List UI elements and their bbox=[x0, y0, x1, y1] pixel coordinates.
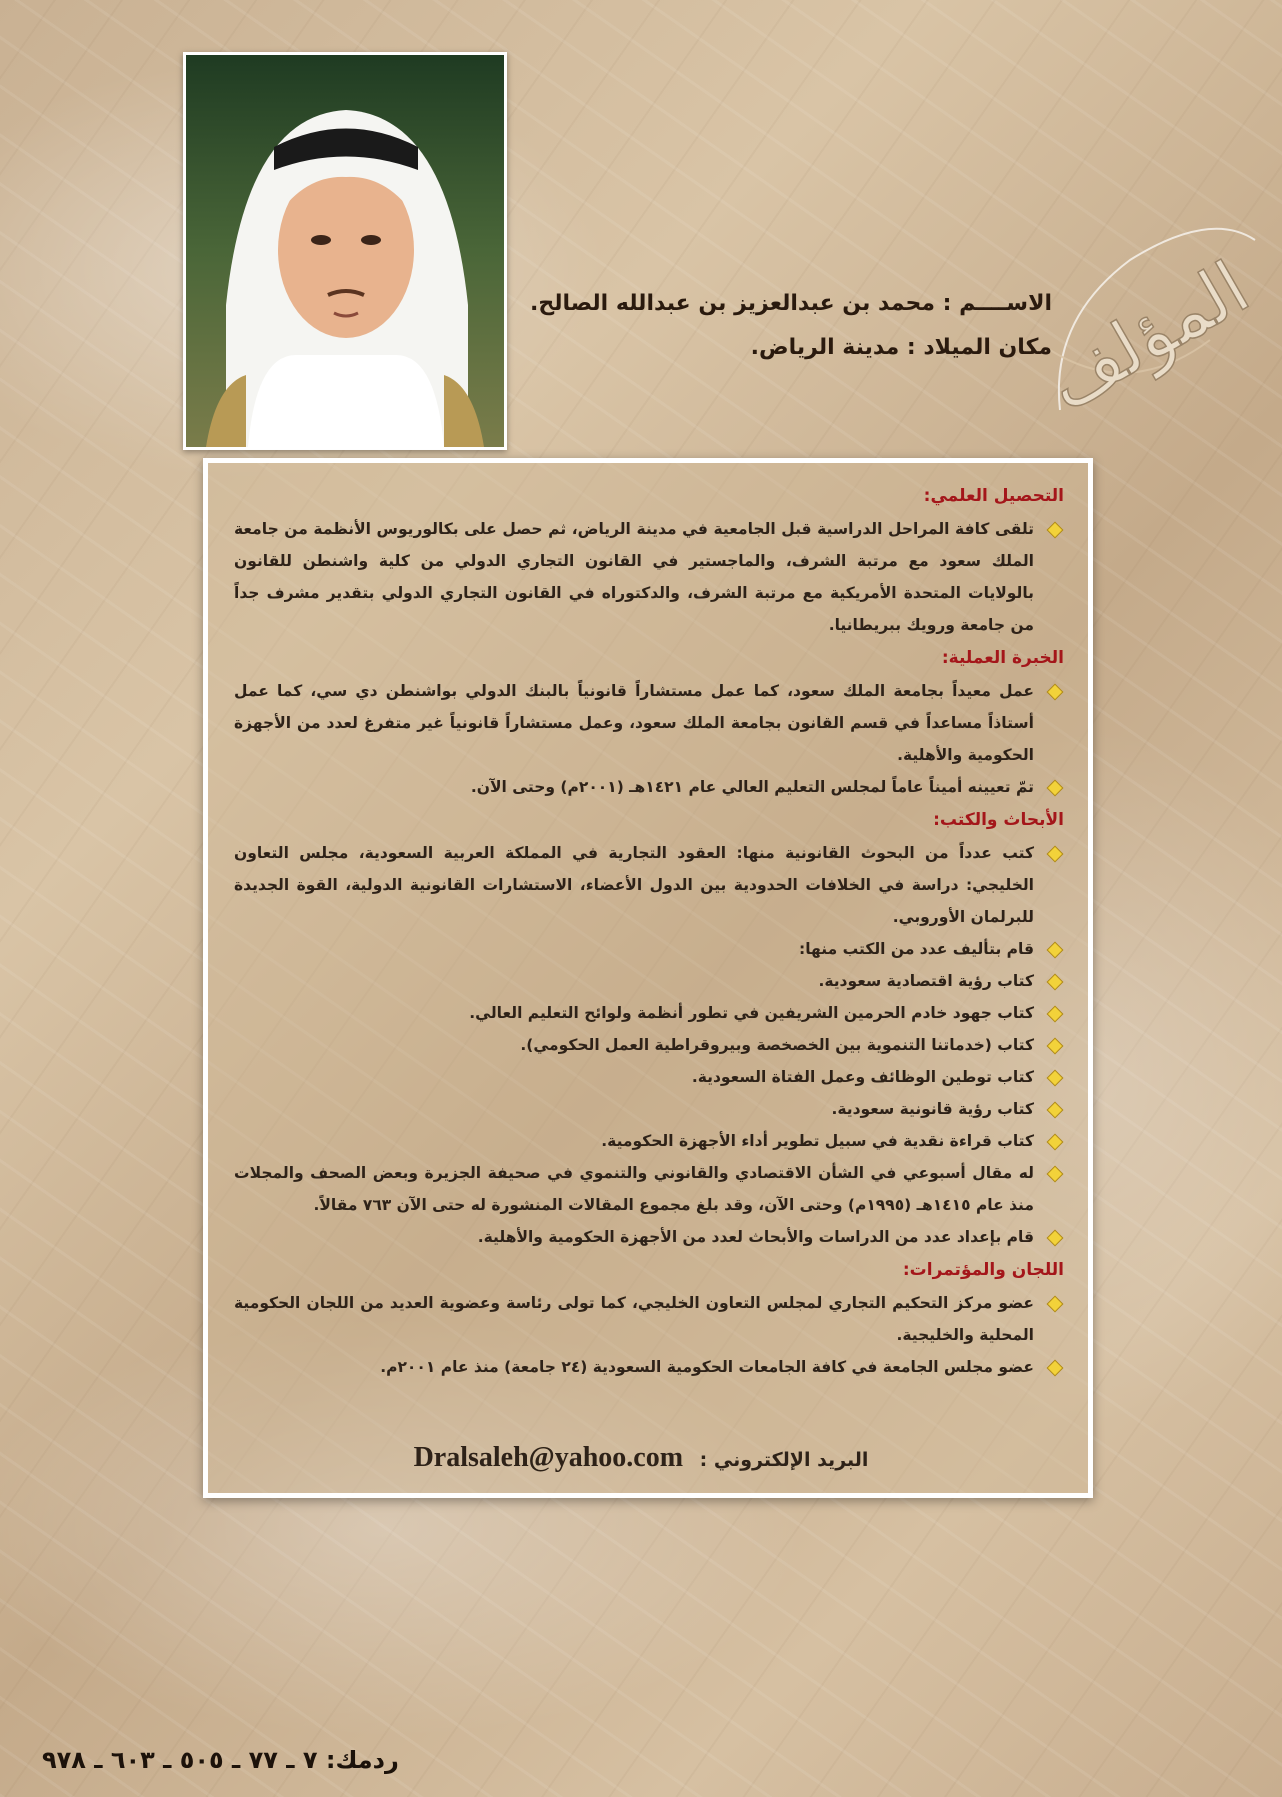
list-item: كتاب رؤية اقتصادية سعودية. bbox=[234, 965, 1064, 997]
bullet-icon bbox=[1048, 1103, 1062, 1117]
bullet-icon bbox=[1048, 943, 1062, 957]
author-header bbox=[332, 282, 1052, 370]
section-title-committees: اللجان والمؤتمرات: bbox=[902, 1260, 1064, 1280]
list-item: كتاب جهود خادم الحرمين الشريفين في تطور أنظمة ولوائح التعليم العالي. bbox=[234, 997, 1064, 1029]
bullet-icon bbox=[1048, 1297, 1062, 1311]
bullet-icon bbox=[1048, 847, 1062, 861]
section-title-research: الأبحاث والكتب: bbox=[933, 810, 1064, 830]
list-item: قام بإعداد عدد من الدراسات والأبحاث لعدد من الأجهزة الحكومية والأهلية. bbox=[234, 1221, 1064, 1253]
list-item: كتب عدداً من البحوث القانونية منها: العقود التجارية في المملكة العربية السعودية، مجلس التعاون الخليجي: دراسة في الخلافات الحدودية بين الدول الأعضاء، الاستشارات القانونية الدولية، القوة الجديدة للبرلمان الأوروبي. bbox=[234, 837, 1064, 933]
biography-panel bbox=[203, 458, 1093, 1498]
author-name-row bbox=[332, 282, 1052, 326]
list-item: كتاب رؤية قانونية سعودية. bbox=[234, 1093, 1064, 1125]
bullet-icon bbox=[1048, 1071, 1062, 1085]
list-item: عمل معيداً بجامعة الملك سعود، كما عمل مستشاراً قانونياً بالبنك الدولي بواشنطن دي سي، كما عمل أستاذاً مساعداً في قسم القانون بجامعة الملك سعود، وعمل مستشاراً قانونياً غير متفرغ لعدد من الأجهزة الحكومية والأهلية. bbox=[234, 675, 1064, 771]
calligraphy-text: المؤلف bbox=[1032, 244, 1263, 427]
bullet-icon bbox=[1048, 781, 1062, 795]
list-item: كتاب (خدماتنا التنموية بين الخصخصة وبيروقراطية العمل الحكومي). bbox=[234, 1029, 1064, 1061]
name-label: الاســــم : bbox=[942, 291, 1052, 316]
author-portrait-image bbox=[186, 55, 504, 447]
isbn-number: ردمك: ٧ ـ ٧٧ ـ ٥٠٥ ـ ٦٠٣ ـ ٩٧٨ bbox=[42, 1746, 399, 1774]
list-item: له مقال أسبوعي في الشأن الاقتصادي والقانوني والتنموي في صحيفة الجزيرة وبعض الصحف والمجلات منذ عام ١٤١٥هـ (١٩٩٥م) وحتى الآن، وقد بلغ مجموع المقالات المنشورة له حتى الآن ٧٦٣ مقالاً. bbox=[234, 1157, 1064, 1221]
list-item: عضو مركز التحكيم التجاري لمجلس التعاون الخليجي، كما تولى رئاسة وعضوية العديد من اللجان الحكومية المحلية والخليجية. bbox=[234, 1287, 1064, 1351]
birthplace-value: مدينة الرياض. bbox=[750, 335, 900, 360]
list-item: كتاب قراءة نقدية في سبيل تطوير أداء الأجهزة الحكومية. bbox=[234, 1125, 1064, 1157]
bullet-icon bbox=[1048, 975, 1062, 989]
name-value: محمد بن عبدالعزيز بن عبدالله الصالح. bbox=[529, 291, 935, 316]
list-item: تمّ تعيينه أميناً عاماً لمجلس التعليم العالي عام ١٤٢١هـ (٢٠٠١م) وحتى الآن. bbox=[234, 771, 1064, 803]
biography-content bbox=[234, 479, 1064, 1383]
section-title-experience: الخبرة العملية: bbox=[941, 648, 1064, 668]
bullet-icon bbox=[1048, 1167, 1062, 1181]
birthplace-row bbox=[332, 326, 1052, 370]
list-item: قام بتأليف عدد من الكتب منها: bbox=[234, 933, 1064, 965]
list-item: عضو مجلس الجامعة في كافة الجامعات الحكومية السعودية (٢٤ جامعة) منذ عام ٢٠٠١م. bbox=[234, 1351, 1064, 1383]
email-address[interactable]: Dralsaleh@yahoo.com bbox=[413, 1442, 684, 1473]
email-label: البريد الإلكتروني : bbox=[699, 1449, 869, 1471]
bullet-icon bbox=[1048, 1007, 1062, 1021]
bullet-icon bbox=[1048, 1361, 1062, 1375]
bullet-icon bbox=[1048, 1039, 1062, 1053]
author-photo bbox=[183, 52, 507, 450]
bullet-icon bbox=[1048, 523, 1062, 537]
bullet-icon bbox=[1048, 685, 1062, 699]
list-item: كتاب توطين الوظائف وعمل الفتاة السعودية. bbox=[234, 1061, 1064, 1093]
birthplace-label: مكان الميلاد : bbox=[906, 335, 1052, 360]
email-row bbox=[0, 1442, 1282, 1474]
section-title-education: التحصيل العلمي: bbox=[923, 486, 1064, 506]
author-calligraphy-logo bbox=[1020, 200, 1270, 460]
list-item: تلقى كافة المراحل الدراسية قبل الجامعية في مدينة الرياض، ثم حصل على بكالوريوس الأنظمة من جامعة الملك سعود مع مرتبة الشرف، والماجستير في القانون التجاري الدولي من كلية واشنطن للقانون بالولايات المتحدة الأمريكية مع مرتبة الشرف، والدكتوراه في القانون التجاري الدولي بتقدير مشرف جداً من جامعة ورويك ببريطانيا. bbox=[234, 513, 1064, 641]
bullet-icon bbox=[1048, 1135, 1062, 1149]
bullet-icon bbox=[1048, 1231, 1062, 1245]
